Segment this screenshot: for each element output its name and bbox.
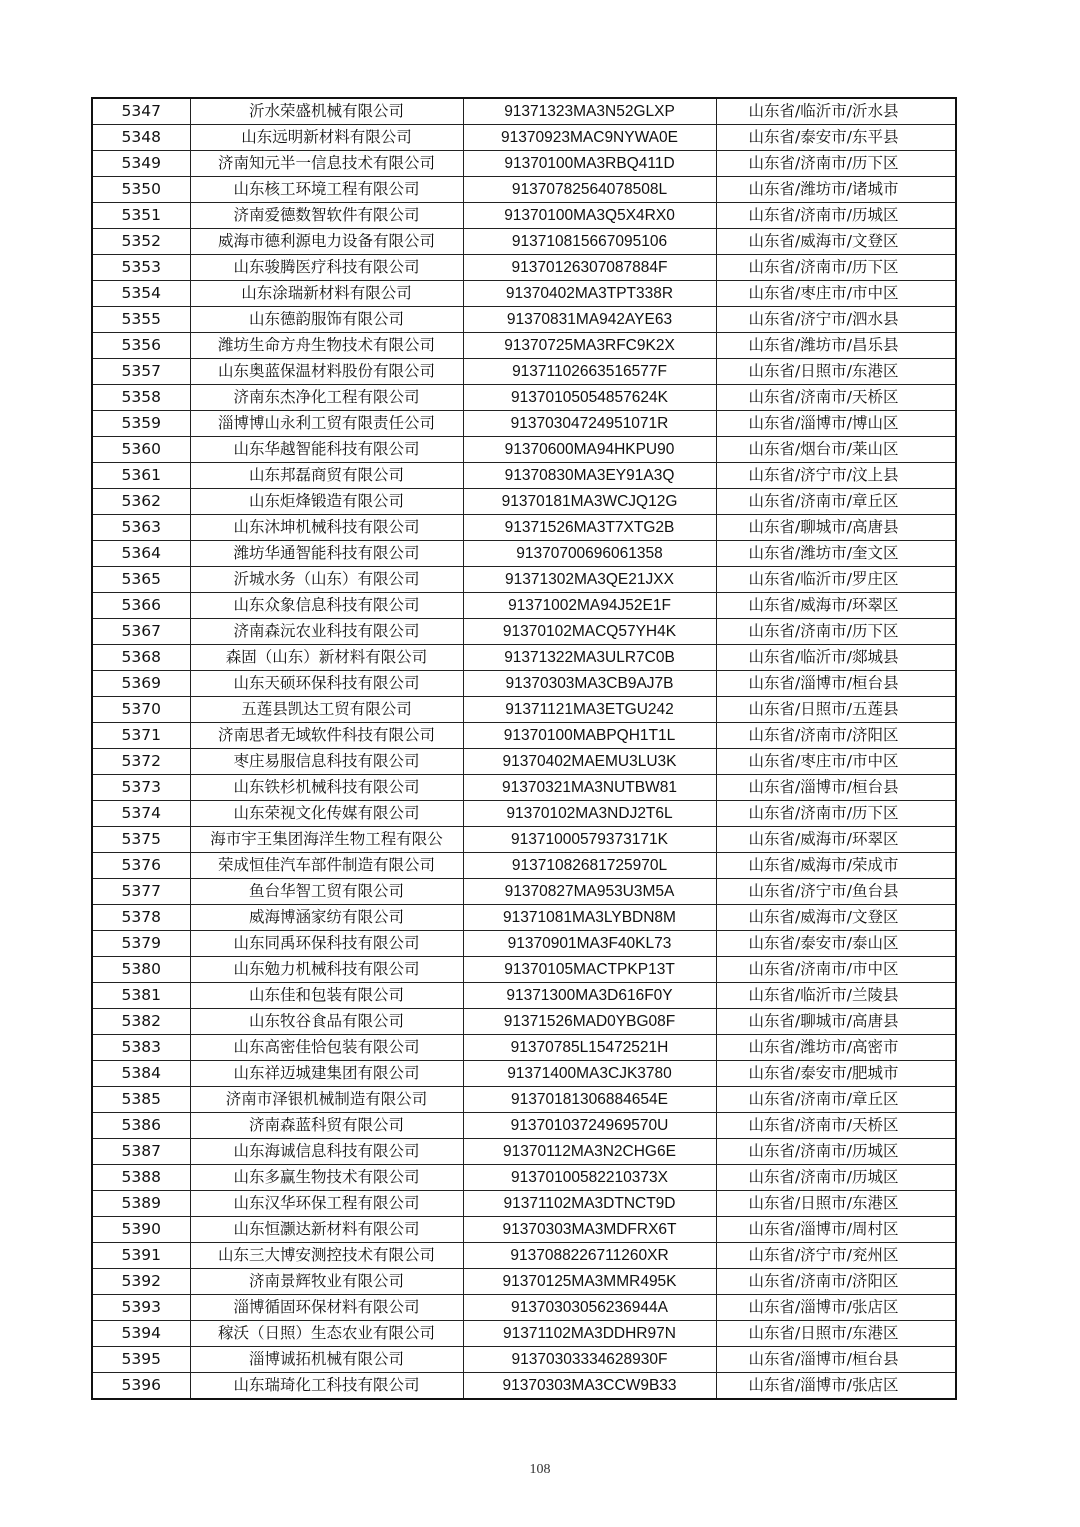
region-cell: 山东省/济南市/历城区	[716, 1139, 956, 1165]
company-name-cell: 威海博涵家纺有限公司	[190, 905, 463, 931]
row-number-cell: 5374	[92, 801, 190, 827]
credit-code-cell: 91371102663516577F	[463, 359, 716, 385]
table-row	[92, 1139, 956, 1165]
row-number-cell: 5396	[92, 1373, 190, 1400]
credit-code-cell: 91371526MAD0YBG08F	[463, 1009, 716, 1035]
region-cell: 山东省/威海市/文登区	[716, 229, 956, 255]
credit-code-cell: 91371302MA3QE21JXX	[463, 567, 716, 593]
table-row	[92, 827, 956, 853]
row-number-cell: 5378	[92, 905, 190, 931]
table-row	[92, 1347, 956, 1373]
region-cell: 山东省/济南市/天桥区	[716, 385, 956, 411]
table-row	[92, 1217, 956, 1243]
company-name-cell: 山东华越智能科技有限公司	[190, 437, 463, 463]
table-row	[92, 125, 956, 151]
row-number-cell: 5385	[92, 1087, 190, 1113]
region-cell: 山东省/济南市/历下区	[716, 151, 956, 177]
region-cell: 山东省/枣庄市/市中区	[716, 281, 956, 307]
table-row	[92, 463, 956, 489]
company-name-cell: 山东瑞琦化工科技有限公司	[190, 1373, 463, 1400]
row-number-cell: 5392	[92, 1269, 190, 1295]
company-name-cell: 潍坊华通智能科技有限公司	[190, 541, 463, 567]
table-row	[92, 1009, 956, 1035]
company-name-cell: 山东多赢生物技术有限公司	[190, 1165, 463, 1191]
region-cell: 山东省/济南市/济阳区	[716, 723, 956, 749]
company-name-cell: 潍坊生命方舟生物技术有限公司	[190, 333, 463, 359]
region-cell: 山东省/潍坊市/高密市	[716, 1035, 956, 1061]
credit-code-cell: 91370785L15472521H	[463, 1035, 716, 1061]
company-name-cell: 山东牧谷食品有限公司	[190, 1009, 463, 1035]
company-name-cell: 山东佳和包装有限公司	[190, 983, 463, 1009]
table-row	[92, 1191, 956, 1217]
region-cell: 山东省/济南市/济阳区	[716, 1269, 956, 1295]
credit-code-cell: 91370303056236944A	[463, 1295, 716, 1321]
region-cell: 山东省/聊城市/高唐县	[716, 515, 956, 541]
company-name-cell: 山东高密佳恰包装有限公司	[190, 1035, 463, 1061]
region-cell: 山东省/济南市/历城区	[716, 203, 956, 229]
credit-code-cell: 91371526MA3T7XTG2B	[463, 515, 716, 541]
region-cell: 山东省/临沂市/沂水县	[716, 98, 956, 125]
table-row	[92, 879, 956, 905]
company-registry-table	[91, 97, 957, 1400]
company-name-cell: 淄博循固环保材料有限公司	[190, 1295, 463, 1321]
region-cell: 山东省/潍坊市/诸城市	[716, 177, 956, 203]
credit-code-cell: 91370112MA3N2CHG6E	[463, 1139, 716, 1165]
company-name-cell: 济南景辉牧业有限公司	[190, 1269, 463, 1295]
region-cell: 山东省/济南市/天桥区	[716, 1113, 956, 1139]
region-cell: 山东省/济南市/章丘区	[716, 489, 956, 515]
row-number-cell: 5370	[92, 697, 190, 723]
region-cell: 山东省/济南市/历下区	[716, 801, 956, 827]
row-number-cell: 5350	[92, 177, 190, 203]
company-name-cell: 济南知元半一信息技术有限公司	[190, 151, 463, 177]
row-number-cell: 5361	[92, 463, 190, 489]
credit-code-cell: 91371121MA3ETGU242	[463, 697, 716, 723]
row-number-cell: 5362	[92, 489, 190, 515]
company-name-cell: 荣成恒佳汽车部件制造有限公司	[190, 853, 463, 879]
company-name-cell: 海市宇王集团海洋生物工程有限公	[190, 827, 463, 853]
row-number-cell: 5366	[92, 593, 190, 619]
company-name-cell: 淄博博山永利工贸有限责任公司	[190, 411, 463, 437]
company-name-cell: 山东勉力机械科技有限公司	[190, 957, 463, 983]
credit-code-cell: 91370827MA953U3M5A	[463, 879, 716, 905]
region-cell: 山东省/日照市/东港区	[716, 1191, 956, 1217]
row-number-cell: 5393	[92, 1295, 190, 1321]
company-name-cell: 稼沃（日照）生态农业有限公司	[190, 1321, 463, 1347]
company-name-cell: 山东祥迈城建集团有限公司	[190, 1061, 463, 1087]
table-row	[92, 151, 956, 177]
company-name-cell: 山东奥蓝保温材料股份有限公司	[190, 359, 463, 385]
row-number-cell: 5379	[92, 931, 190, 957]
region-cell: 山东省/淄博市/张店区	[716, 1373, 956, 1400]
credit-code-cell: 91370105054857624K	[463, 385, 716, 411]
row-number-cell: 5382	[92, 1009, 190, 1035]
table-row	[92, 1295, 956, 1321]
company-name-cell: 济南爱德数智软件有限公司	[190, 203, 463, 229]
table-row	[92, 1035, 956, 1061]
region-cell: 山东省/潍坊市/奎文区	[716, 541, 956, 567]
table-row	[92, 853, 956, 879]
credit-code-cell: 91370402MAEMU3LU3K	[463, 749, 716, 775]
row-number-cell: 5368	[92, 645, 190, 671]
table-row	[92, 515, 956, 541]
row-number-cell: 5348	[92, 125, 190, 151]
company-name-cell: 沂城水务（山东）有限公司	[190, 567, 463, 593]
table-row	[92, 1321, 956, 1347]
credit-code-cell: 91370831MA942AYE63	[463, 307, 716, 333]
table-row	[92, 1373, 956, 1400]
region-cell: 山东省/济宁市/鱼台县	[716, 879, 956, 905]
table-row	[92, 359, 956, 385]
company-name-cell: 森固（山东）新材料有限公司	[190, 645, 463, 671]
row-number-cell: 5384	[92, 1061, 190, 1087]
credit-code-cell: 91370600MA94HKPU90	[463, 437, 716, 463]
table-row	[92, 411, 956, 437]
company-name-cell: 山东汉华环保工程有限公司	[190, 1191, 463, 1217]
region-cell: 山东省/济宁市/泗水县	[716, 307, 956, 333]
company-name-cell: 济南东杰净化工程有限公司	[190, 385, 463, 411]
region-cell: 山东省/威海市/文登区	[716, 905, 956, 931]
region-cell: 山东省/威海市/环翠区	[716, 827, 956, 853]
region-cell: 山东省/淄博市/桓台县	[716, 775, 956, 801]
company-name-cell: 威海市德利源电力设备有限公司	[190, 229, 463, 255]
row-number-cell: 5364	[92, 541, 190, 567]
region-cell: 山东省/临沂市/罗庄区	[716, 567, 956, 593]
company-name-cell: 山东三大博安测控技术有限公司	[190, 1243, 463, 1269]
credit-code-cell: 91370700696061358	[463, 541, 716, 567]
row-number-cell: 5354	[92, 281, 190, 307]
table-row	[92, 593, 956, 619]
region-cell: 山东省/临沂市/兰陵县	[716, 983, 956, 1009]
table-row	[92, 98, 956, 125]
row-number-cell: 5369	[92, 671, 190, 697]
row-number-cell: 5377	[92, 879, 190, 905]
credit-code-cell: 91370402MA3TPT338R	[463, 281, 716, 307]
row-number-cell: 5381	[92, 983, 190, 1009]
region-cell: 山东省/泰安市/泰山区	[716, 931, 956, 957]
table-row	[92, 1165, 956, 1191]
row-number-cell: 5390	[92, 1217, 190, 1243]
row-number-cell: 5371	[92, 723, 190, 749]
credit-code-cell: 91370102MACQ57YH4K	[463, 619, 716, 645]
region-cell: 山东省/威海市/环翠区	[716, 593, 956, 619]
row-number-cell: 5351	[92, 203, 190, 229]
row-number-cell: 5365	[92, 567, 190, 593]
credit-code-cell: 9137088226711260XR	[463, 1243, 716, 1269]
row-number-cell: 5349	[92, 151, 190, 177]
company-name-cell: 山东涂瑞新材料有限公司	[190, 281, 463, 307]
credit-code-cell: 91370782564078508L	[463, 177, 716, 203]
row-number-cell: 5373	[92, 775, 190, 801]
table-row	[92, 281, 956, 307]
credit-code-cell: 91370303MA3CCW9B33	[463, 1373, 716, 1400]
table-row	[92, 385, 956, 411]
company-name-cell: 山东炬烽锻造有限公司	[190, 489, 463, 515]
table-row	[92, 437, 956, 463]
credit-code-cell: 91370901MA3F40KL73	[463, 931, 716, 957]
company-name-cell: 淄博诚拓机械有限公司	[190, 1347, 463, 1373]
credit-code-cell: 91370725MA3RFC9K2X	[463, 333, 716, 359]
company-name-cell: 济南森蓝科贸有限公司	[190, 1113, 463, 1139]
credit-code-cell: 91370103724969570U	[463, 1113, 716, 1139]
row-number-cell: 5391	[92, 1243, 190, 1269]
table-row	[92, 1113, 956, 1139]
company-name-cell: 山东骏腾医疗科技有限公司	[190, 255, 463, 281]
credit-code-cell: 91370303334628930F	[463, 1347, 716, 1373]
page-number: 108	[529, 1462, 551, 1477]
region-cell: 山东省/淄博市/张店区	[716, 1295, 956, 1321]
table-row	[92, 983, 956, 1009]
region-cell: 山东省/济南市/历下区	[716, 255, 956, 281]
table-row	[92, 541, 956, 567]
table-row	[92, 203, 956, 229]
credit-code-cell: 91370105MACTPKP13T	[463, 957, 716, 983]
credit-code-cell: 91370321MA3NUTBW81	[463, 775, 716, 801]
company-name-cell: 山东众象信息科技有限公司	[190, 593, 463, 619]
region-cell: 山东省/临沂市/郯城县	[716, 645, 956, 671]
table-row	[92, 229, 956, 255]
region-cell: 山东省/淄博市/周村区	[716, 1217, 956, 1243]
row-number-cell: 5383	[92, 1035, 190, 1061]
table-row	[92, 905, 956, 931]
credit-code-cell: 91371000579373171K	[463, 827, 716, 853]
region-cell: 山东省/泰安市/肥城市	[716, 1061, 956, 1087]
row-number-cell: 5395	[92, 1347, 190, 1373]
region-cell: 山东省/日照市/东港区	[716, 359, 956, 385]
row-number-cell: 5358	[92, 385, 190, 411]
table-row	[92, 177, 956, 203]
row-number-cell: 5388	[92, 1165, 190, 1191]
table-row	[92, 697, 956, 723]
company-name-cell: 枣庄易服信息科技有限公司	[190, 749, 463, 775]
credit-code-cell: 913710815667095106	[463, 229, 716, 255]
region-cell: 山东省/济南市/市中区	[716, 957, 956, 983]
row-number-cell: 5394	[92, 1321, 190, 1347]
company-name-cell: 山东核工环境工程有限公司	[190, 177, 463, 203]
company-name-cell: 山东荣视文化传媒有限公司	[190, 801, 463, 827]
table-row	[92, 619, 956, 645]
region-cell: 山东省/烟台市/莱山区	[716, 437, 956, 463]
credit-code-cell: 91370102MA3NDJ2T6L	[463, 801, 716, 827]
company-name-cell: 济南市泽银机械制造有限公司	[190, 1087, 463, 1113]
region-cell: 山东省/济南市/章丘区	[716, 1087, 956, 1113]
region-cell: 山东省/聊城市/高唐县	[716, 1009, 956, 1035]
table-row	[92, 1087, 956, 1113]
table-row	[92, 801, 956, 827]
credit-code-cell: 91370125MA3MMR495K	[463, 1269, 716, 1295]
row-number-cell: 5376	[92, 853, 190, 879]
table-row	[92, 255, 956, 281]
credit-code-cell: 91371400MA3CJK3780	[463, 1061, 716, 1087]
row-number-cell: 5372	[92, 749, 190, 775]
row-number-cell: 5359	[92, 411, 190, 437]
credit-code-cell: 91370304724951071R	[463, 411, 716, 437]
row-number-cell: 5357	[92, 359, 190, 385]
table-row	[92, 1061, 956, 1087]
company-name-cell: 济南思者无域软件科技有限公司	[190, 723, 463, 749]
company-name-cell: 山东天硕环保科技有限公司	[190, 671, 463, 697]
region-cell: 山东省/威海市/荣成市	[716, 853, 956, 879]
table-row	[92, 749, 956, 775]
region-cell: 山东省/潍坊市/昌乐县	[716, 333, 956, 359]
table-row	[92, 723, 956, 749]
credit-code-cell: 91371323MA3N52GLXP	[463, 98, 716, 125]
row-number-cell: 5363	[92, 515, 190, 541]
credit-code-cell: 91370100582210373X	[463, 1165, 716, 1191]
row-number-cell: 5375	[92, 827, 190, 853]
company-name-cell: 鱼台华智工贸有限公司	[190, 879, 463, 905]
table-body	[92, 98, 956, 1399]
company-name-cell: 山东铁杉机械科技有限公司	[190, 775, 463, 801]
company-name-cell: 五莲县凯达工贸有限公司	[190, 697, 463, 723]
region-cell: 山东省/日照市/东港区	[716, 1321, 956, 1347]
row-number-cell: 5347	[92, 98, 190, 125]
credit-code-cell: 91371102MA3DTNCT9D	[463, 1191, 716, 1217]
row-number-cell: 5389	[92, 1191, 190, 1217]
table-row	[92, 957, 956, 983]
credit-code-cell: 91371102MA3DDHR97N	[463, 1321, 716, 1347]
table-row	[92, 1243, 956, 1269]
table-row	[92, 671, 956, 697]
region-cell: 山东省/淄博市/博山区	[716, 411, 956, 437]
row-number-cell: 5386	[92, 1113, 190, 1139]
table-row	[92, 489, 956, 515]
credit-code-cell: 91370100MABPQH1T1L	[463, 723, 716, 749]
row-number-cell: 5367	[92, 619, 190, 645]
credit-code-cell: 91370303MA3MDFRX6T	[463, 1217, 716, 1243]
row-number-cell: 5380	[92, 957, 190, 983]
region-cell: 山东省/济宁市/兖州区	[716, 1243, 956, 1269]
credit-code-cell: 91370181306884654E	[463, 1087, 716, 1113]
table-row	[92, 931, 956, 957]
table-row	[92, 567, 956, 593]
row-number-cell: 5355	[92, 307, 190, 333]
credit-code-cell: 91370100MA3RBQ411D	[463, 151, 716, 177]
row-number-cell: 5387	[92, 1139, 190, 1165]
credit-code-cell: 91371082681725970L	[463, 853, 716, 879]
region-cell: 山东省/泰安市/东平县	[716, 125, 956, 151]
company-name-cell: 山东德韵服饰有限公司	[190, 307, 463, 333]
row-number-cell: 5352	[92, 229, 190, 255]
company-name-cell: 山东邦磊商贸有限公司	[190, 463, 463, 489]
table-row	[92, 1269, 956, 1295]
credit-code-cell: 91371322MA3ULR7C0B	[463, 645, 716, 671]
credit-code-cell: 91370923MAC9NYWA0E	[463, 125, 716, 151]
credit-code-cell: 91370303MA3CB9AJ7B	[463, 671, 716, 697]
company-name-cell: 山东同禹环保科技有限公司	[190, 931, 463, 957]
credit-code-cell: 91370100MA3Q5X4RX0	[463, 203, 716, 229]
company-name-cell: 山东恒灏达新材料有限公司	[190, 1217, 463, 1243]
region-cell: 山东省/济宁市/汶上县	[716, 463, 956, 489]
table-row	[92, 333, 956, 359]
row-number-cell: 5360	[92, 437, 190, 463]
row-number-cell: 5356	[92, 333, 190, 359]
credit-code-cell: 91371002MA94J52E1F	[463, 593, 716, 619]
region-cell: 山东省/济南市/历下区	[716, 619, 956, 645]
table-row	[92, 645, 956, 671]
row-number-cell: 5353	[92, 255, 190, 281]
region-cell: 山东省/日照市/五莲县	[716, 697, 956, 723]
credit-code-cell: 91370126307087884F	[463, 255, 716, 281]
company-name-cell: 山东远明新材料有限公司	[190, 125, 463, 151]
region-cell: 山东省/枣庄市/市中区	[716, 749, 956, 775]
credit-code-cell: 91370830MA3EY91A3Q	[463, 463, 716, 489]
table-row	[92, 775, 956, 801]
company-name-cell: 济南森沅农业科技有限公司	[190, 619, 463, 645]
region-cell: 山东省/济南市/历城区	[716, 1165, 956, 1191]
company-name-cell: 山东海诚信息科技有限公司	[190, 1139, 463, 1165]
company-name-cell: 山东沐坤机械科技有限公司	[190, 515, 463, 541]
company-name-cell: 沂水荣盛机械有限公司	[190, 98, 463, 125]
credit-code-cell: 91371300MA3D616F0Y	[463, 983, 716, 1009]
region-cell: 山东省/淄博市/桓台县	[716, 1347, 956, 1373]
table-row	[92, 307, 956, 333]
region-cell: 山东省/淄博市/桓台县	[716, 671, 956, 697]
credit-code-cell: 91370181MA3WCJQ12G	[463, 489, 716, 515]
credit-code-cell: 91371081MA3LYBDN8M	[463, 905, 716, 931]
